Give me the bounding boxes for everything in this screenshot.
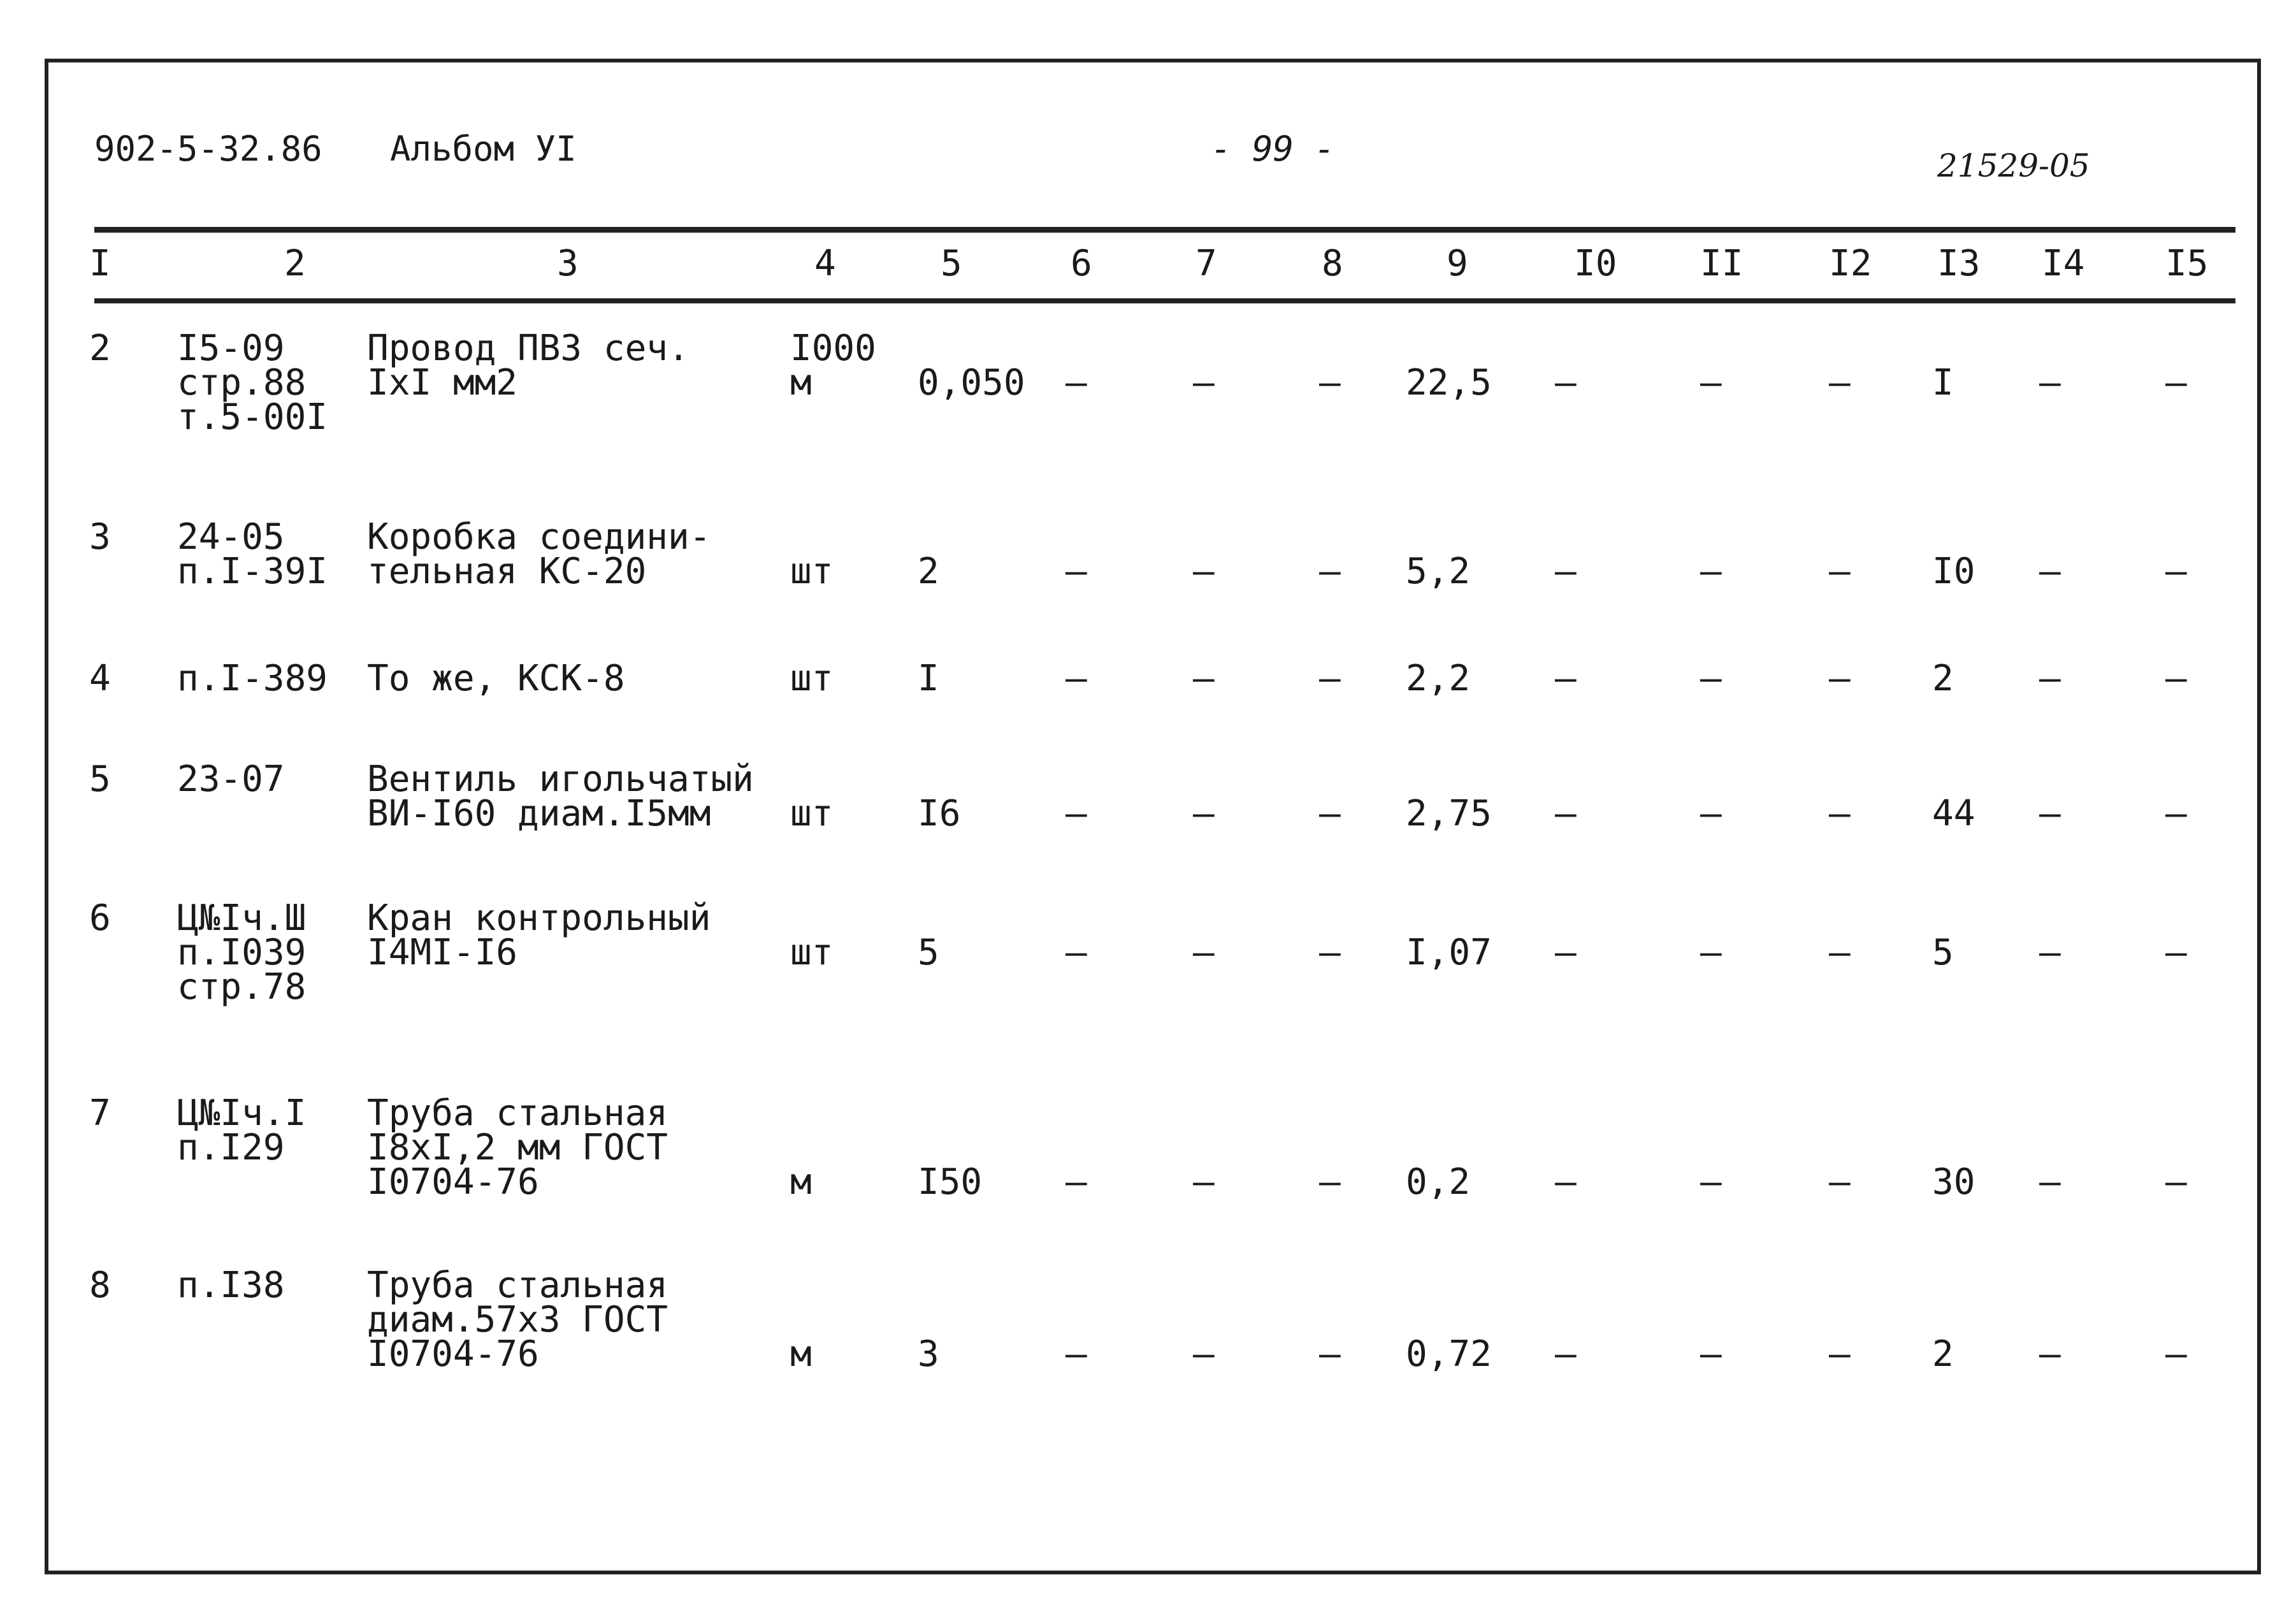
table-cell: – xyxy=(1829,1333,1851,1375)
column-header: I0 xyxy=(1574,243,1617,284)
table-header-rule xyxy=(94,298,2235,303)
table-cell: шт xyxy=(790,551,834,592)
column-header: II xyxy=(1700,243,1744,284)
table-cell: – xyxy=(1319,1333,1341,1375)
table-cell: – xyxy=(1193,1333,1215,1375)
table-cell: – xyxy=(1319,932,1341,973)
table-cell: – xyxy=(1700,932,1722,973)
table-cell: шт xyxy=(790,932,834,973)
row-description: Коробка соедини- тельная КС-20 xyxy=(367,516,711,592)
table-cell: шт xyxy=(790,658,834,699)
table-cell: – xyxy=(2165,551,2187,592)
table-cell: – xyxy=(1193,793,1215,834)
table-cell: – xyxy=(1700,362,1722,403)
table-cell: – xyxy=(1065,551,1087,592)
table-cell: – xyxy=(2165,1333,2187,1375)
table-cell: – xyxy=(1555,793,1577,834)
table-cell: – xyxy=(1700,1333,1722,1375)
table-cell: – xyxy=(1319,362,1341,403)
document-code: 902-5-32.86 xyxy=(94,129,322,169)
column-header: 6 xyxy=(1071,243,1092,284)
table-cell: п.I38 xyxy=(177,1265,285,1306)
column-header: I xyxy=(89,243,111,284)
table-cell: – xyxy=(1555,362,1577,403)
table-cell: – xyxy=(1065,932,1087,973)
table-cell: – xyxy=(1319,551,1341,592)
table-cell: – xyxy=(2039,793,2061,834)
table-cell: – xyxy=(2165,932,2187,973)
table-cell: – xyxy=(1829,932,1851,973)
column-header: I3 xyxy=(1937,243,1981,284)
table-cell: – xyxy=(1193,1161,1215,1203)
table-cell: I5-09 стр.88 т.5-00I xyxy=(177,328,328,438)
table-cell: I0 xyxy=(1932,551,1975,592)
table-cell: – xyxy=(1829,551,1851,592)
table-cell: – xyxy=(2039,932,2061,973)
table-cell: 3 xyxy=(918,1333,939,1375)
row-description: Провод ПВ3 сеч. IxI мм2 xyxy=(367,328,690,403)
table-cell: 5 xyxy=(918,932,939,973)
row-number: 2 xyxy=(89,328,111,369)
table-cell: 5,2 xyxy=(1406,551,1471,592)
row-description: Вентиль игольчатый ВИ-I60 диам.I5мм xyxy=(367,759,754,834)
table-cell: – xyxy=(2039,551,2061,592)
table-cell: п.I-389 xyxy=(177,658,328,699)
table-cell: – xyxy=(1829,793,1851,834)
table-cell: – xyxy=(1193,362,1215,403)
table-cell: 2 xyxy=(918,551,939,592)
table-cell: 30 xyxy=(1932,1161,1975,1203)
table-cell: 23-07 xyxy=(177,759,285,800)
table-cell: I xyxy=(1932,362,1954,403)
table-cell: – xyxy=(2165,793,2187,834)
table-cell: 0,72 xyxy=(1406,1333,1492,1375)
table-cell: – xyxy=(2039,1161,2061,1203)
row-number: 6 xyxy=(89,897,111,939)
table-cell: – xyxy=(1065,658,1087,699)
table-cell: – xyxy=(2039,658,2061,699)
table-cell: I50 xyxy=(918,1161,983,1203)
table-cell: – xyxy=(1700,551,1722,592)
table-cell: – xyxy=(1065,1161,1087,1203)
column-header: I2 xyxy=(1829,243,1872,284)
table-cell: I000 м xyxy=(790,328,876,403)
table-cell: I,07 xyxy=(1406,932,1492,973)
table-cell: – xyxy=(1555,932,1577,973)
table-cell: – xyxy=(1829,362,1851,403)
table-cell: I xyxy=(918,658,939,699)
column-header: 8 xyxy=(1322,243,1343,284)
table-cell: – xyxy=(1319,658,1341,699)
column-header: 3 xyxy=(557,243,579,284)
table-cell: – xyxy=(1193,932,1215,973)
table-cell: – xyxy=(1319,1161,1341,1203)
column-header: I5 xyxy=(2165,243,2209,284)
table-cell: м xyxy=(790,1161,812,1203)
table-cell: – xyxy=(1193,551,1215,592)
row-number: 7 xyxy=(89,1093,111,1134)
column-header: 5 xyxy=(941,243,962,284)
table-cell: – xyxy=(2165,658,2187,699)
row-number: 4 xyxy=(89,658,111,699)
table-cell: – xyxy=(2165,1161,2187,1203)
table-cell: – xyxy=(1555,551,1577,592)
table-cell: – xyxy=(1555,1333,1577,1375)
page-number: - 99 - xyxy=(1211,129,1336,169)
table-cell: – xyxy=(1700,793,1722,834)
row-number: 8 xyxy=(89,1265,111,1306)
row-description: Кран контрольный I4МI-I6 xyxy=(367,897,711,973)
table-cell: – xyxy=(1065,362,1087,403)
table-cell: – xyxy=(1555,658,1577,699)
row-description: Труба стальная диам.57x3 ГОСТ I0704-76 xyxy=(367,1265,668,1375)
table-cell: – xyxy=(1700,658,1722,699)
table-cell: – xyxy=(1065,1333,1087,1375)
table-cell: – xyxy=(1319,793,1341,834)
table-cell: 0,050 xyxy=(918,362,1025,403)
row-number: 3 xyxy=(89,516,111,558)
table-top-rule xyxy=(94,227,2235,233)
table-cell: I6 xyxy=(918,793,961,834)
table-cell: 2,2 xyxy=(1406,658,1471,699)
column-header: 7 xyxy=(1195,243,1217,284)
row-description: Труба стальная I8xI,2 мм ГОСТ I0704-76 xyxy=(367,1093,668,1203)
table-cell: 0,2 xyxy=(1406,1161,1471,1203)
table-cell: – xyxy=(1193,658,1215,699)
album-label: Альбом УI xyxy=(390,129,577,169)
table-cell: – xyxy=(1829,658,1851,699)
row-description: То же, КСК-8 xyxy=(367,658,625,699)
table-cell: – xyxy=(1700,1161,1722,1203)
table-cell: 2 xyxy=(1932,1333,1954,1375)
table-cell: 5 xyxy=(1932,932,1954,973)
table-cell: Ц№Iч.I п.I29 xyxy=(177,1093,307,1168)
table-cell: 2,75 xyxy=(1406,793,1492,834)
table-cell: – xyxy=(1829,1161,1851,1203)
table-cell: – xyxy=(2039,1333,2061,1375)
table-cell: – xyxy=(2165,362,2187,403)
table-cell: 44 xyxy=(1932,793,1975,834)
handwritten-number: 21529-05 xyxy=(1937,147,2090,184)
table-cell: 2 xyxy=(1932,658,1954,699)
column-header: 9 xyxy=(1447,243,1468,284)
table-cell: шт xyxy=(790,793,834,834)
table-cell: – xyxy=(1065,793,1087,834)
table-cell: м xyxy=(790,1333,812,1375)
table-cell: Ц№Iч.Ш п.I039 стр.78 xyxy=(177,897,307,1008)
column-header: 2 xyxy=(284,243,306,284)
table-cell: 24-05 п.I-39I xyxy=(177,516,328,592)
column-header: 4 xyxy=(814,243,836,284)
table-cell: – xyxy=(1555,1161,1577,1203)
row-number: 5 xyxy=(89,759,111,800)
column-header: I4 xyxy=(2042,243,2085,284)
table-cell: 22,5 xyxy=(1406,362,1492,403)
table-cell: – xyxy=(2039,362,2061,403)
